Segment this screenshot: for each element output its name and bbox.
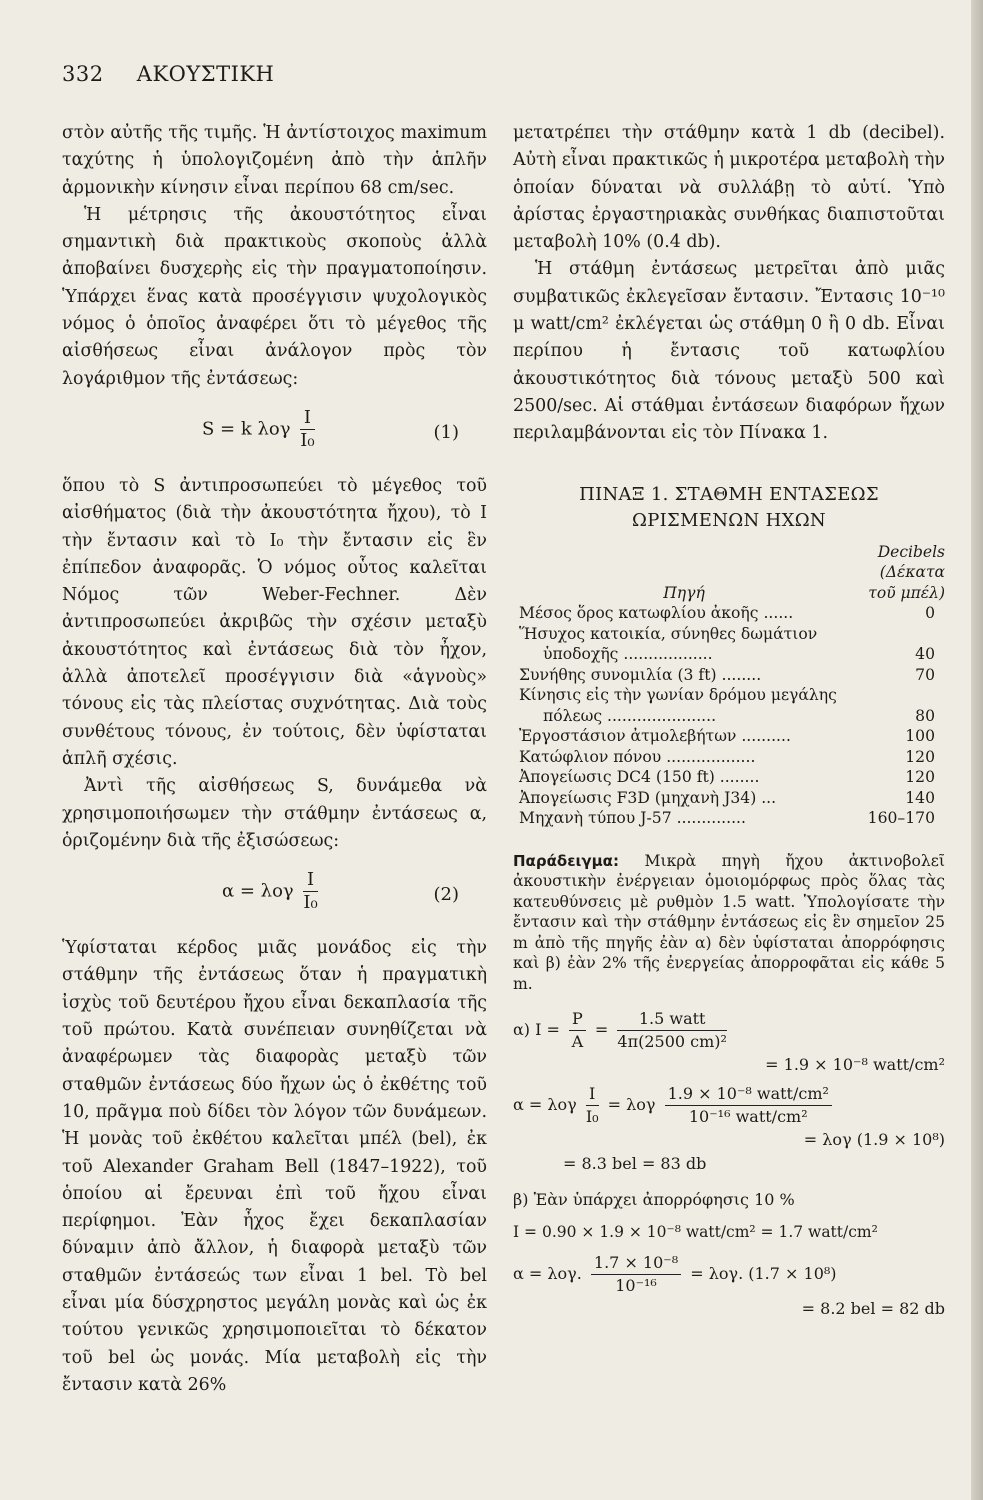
example-block <box>513 851 945 995</box>
solution-b-fraction-2 <box>665 1083 832 1128</box>
table-row <box>513 706 945 727</box>
table-row <box>513 747 945 768</box>
table-body <box>513 603 945 829</box>
table-header-decibels-line-3: τοῦ μπέλ) <box>868 583 945 602</box>
solution-a-line-1 <box>513 1008 945 1053</box>
right-paragraph-2: Ἡ στάθμη ἐντάσεως μετρεῖται ἀπὸ μιᾶς συμβατικῶς ἐκλεγεῖσαν ἔντασιν. Ἔντασις 10⁻¹⁰ μ watt/cm² ἐκλέγεται ὡς στάθμη 0 ἢ 0 db. Εἶναι περίπου ἡ ἔντασις τοῦ κατωφλίου ἀκουστικότητος διὰ τόνους μεταξὺ 500 καὶ 2500/sec. Αἱ στάθμαι ἐντάσεων διαφόρων ἤχων περιλαμβάνονται εἰς τὸν Πίνακα 1. <box>513 259 945 444</box>
table-row <box>513 726 945 747</box>
table-cell-source: Ἥσυχος κατοικία, σύνηθες δωμάτιον <box>519 624 818 643</box>
right-paragraph-1: μετατρέπει τὴν στάθμην κατὰ 1 db (decibel). Αὐτὴ εἶναι πρακτικῶς ἡ μικροτέρα μεταβολὴ τὴν ὁποίαν δύναται νὰ συλλάβῃ τὸ αὐτί. Ὑπὸ ἀρίστας ἐργαστηριακὰς συνθήκας διαπιστοῦται μεταβολὴ 10% (0.4 db). <box>513 123 945 253</box>
equation-1 <box>62 399 487 469</box>
solution-b-line-1 <box>513 1083 945 1128</box>
table-cell-source: Ἀπογείωσις DC4 (150 ft) ........ <box>519 768 760 787</box>
left-column <box>62 120 487 1399</box>
solution-b-result-1: = λογ (1.9 × 10⁸) <box>803 1130 945 1150</box>
solution-c-num: 1.7 × 10⁻⁸ <box>591 1252 681 1275</box>
left-paragraph-4: Ἀντὶ τῆς αἰσθήσεως S, δυνάμεθα νὰ χρησιμοποιήσωμεν τὴν στάθμην ἐντάσεως α, ὁριζομένην διὰ τῆς ἐξισώσεως: <box>62 776 487 851</box>
equation-1-numerator: I <box>300 407 314 430</box>
table-header-decibels-line-2: (Δέκατα <box>879 563 945 582</box>
table-cell-source: πόλεως ...................... <box>543 706 717 725</box>
table-header-decibels <box>855 542 945 604</box>
solution-beta-line: I = 0.90 × 1.9 × 10⁻⁸ watt/cm² = 1.7 watt/cm² <box>513 1223 878 1242</box>
equation-2-numerator: I <box>303 869 317 892</box>
page-edge <box>971 0 983 1500</box>
table-cell-decibels: 80 <box>915 706 935 725</box>
equals-sign: = <box>594 1020 609 1040</box>
example-label: Παράδειγμα: <box>513 851 619 870</box>
running-title: ΑΚΟΥΣΤΙΚΗ <box>136 62 275 86</box>
table-row <box>513 685 945 706</box>
table-cell-source: Συνήθης συνομιλία (3 ft) ........ <box>519 665 762 684</box>
solution-a-lhs: I = <box>535 1020 560 1040</box>
equation-2-fraction <box>303 869 317 914</box>
table-cell-decibels: 120 <box>905 747 935 766</box>
table-row <box>513 767 945 788</box>
solution-b-f1-den: I₀ <box>585 1107 599 1127</box>
solution-c-result: = 8.2 bel = 82 db <box>801 1299 945 1319</box>
solution-b-f2-num: 1.9 × 10⁻⁸ watt/cm² <box>665 1083 832 1106</box>
table-row <box>513 808 945 829</box>
table-cell-decibels: 70 <box>915 665 935 684</box>
equation-1-denominator: I₀ <box>300 429 315 451</box>
table-cell-source: Μηχανὴ τύπου J-57 .............. <box>519 809 746 828</box>
solution-beta-heading: β) Ἐὰν ὑπάρχει ἀπορρόφησις 10 % <box>513 1190 795 1210</box>
equation-1-lhs: S = k λογ <box>202 418 291 440</box>
table-cell-source: Κατώφλιον πόνου .................. <box>519 747 756 766</box>
table-cell-decibels: 0 <box>925 604 935 623</box>
table-cell-decibels: 40 <box>915 645 935 664</box>
solution-a-fraction-2 <box>617 1008 727 1053</box>
table-cell-decibels <box>855 624 945 645</box>
table-row <box>513 603 945 624</box>
left-paragraph-2: Ἡ μέτρησις τῆς ἀκουστότητος εἶναι σημαντικὴ διὰ πρακτικοὺς σκοποὺς ἀλλὰ ἀποβαίνει δυσχερὴς εἰς τὴν πραγματοποίησιν. Ὑπάρχει ἕνας κατὰ προσέγγισιν ψυχολογικὸς νόμος ὁ ὁποῖος ἀναφέρει ὅτι τὸ μέγεθος τῆς αἰσθήσεως εἶναι ἀνάλογον πρὸς τὸν λογάριθμον τῆς ἐντάσεως: <box>62 204 487 389</box>
table-cell-source: ὑποδοχῆς .................. <box>543 645 713 664</box>
solution-c-lhs: α = λογ. <box>513 1264 582 1284</box>
solution-math <box>513 1008 945 1321</box>
solution-b-f1-num: I <box>586 1083 599 1106</box>
solution-a-f1-den: A <box>571 1032 584 1052</box>
table-cell-decibels: 160–170 <box>867 809 935 828</box>
equation-2-label: (2) <box>433 884 459 906</box>
solution-a-f1-num: P <box>569 1008 586 1031</box>
table-row <box>513 644 945 665</box>
equation-1-fraction <box>300 407 314 452</box>
table-cell-decibels: 140 <box>905 788 935 807</box>
table-row <box>513 788 945 809</box>
left-paragraph-5: Ὑφίσταται κέρδος μιᾶς μονάδος εἰς τὴν στάθμην τῆς ἐντάσεως ὅταν ἡ πραγματικὴ ἰσχὺς τοῦ δευτέρου ἤχου εἶναι δεκαπλασία τῆς τοῦ πρώτου. Κατὰ συνέπειαν συνηθίζεται νὰ ἀναφέρωμεν τὰς διαφορὰς μεταξὺ τῶν σταθμῶν ἐντάσεως δύο ἤχων ὡς ὁ ἐκθέτης τοῦ 10, πρᾶγμα ποὺ δίδει τὸν λόγον τῶν δυνάμεων. Ἡ μονὰς τοῦ ἐκθέτου καλεῖται μπέλ (bel), ἐκ τοῦ Alexander Graham Bell (1847–1922), τοῦ ὁποίου αἱ ἔρευναι ἐπὶ τοῦ ἤχου εἶναι περίφημοι. Ἐὰν ἦχος ἔχει δεκαπλασίαν δύναμιν ἀπὸ ἄλλον, ἡ διαφορὰ μεταξὺ τῶν σταθμῶν ἐντάσεώς των εἶναι 1 bel. Τὸ bel εἶναι μία δύσχρηστος μεγάλη μονὰς καὶ ὡς ἐκ τούτου γενικῶς χρησιμοποιεῖται τὸ δέκατον τοῦ bel ὡς μονάς. Μία μεταβολὴ εἰς τὴν ἔντασιν κατὰ 26% <box>62 938 487 1395</box>
solution-a-f2-num: 1.5 watt <box>617 1008 727 1031</box>
right-column <box>513 120 945 1321</box>
solution-b-result-2: = 8.3 bel = 83 db <box>563 1154 707 1174</box>
solution-b-f2-den: 10⁻¹⁶ watt/cm² <box>688 1107 808 1127</box>
solution-b-fraction-1 <box>586 1083 599 1128</box>
table-cell-decibels: 120 <box>905 768 935 787</box>
table-cell-source: Ἀπογείωσις F3D (μηχανὴ J34) ... <box>519 788 777 807</box>
page-number: 332 <box>62 62 104 86</box>
equation-1-label: (1) <box>433 421 459 443</box>
left-paragraph-1: στὸν αὐτῆς τῆς τιμῆς. Ἡ ἀντίστοιχος maximum ταχύτης ἡ ὑπολογιζομένη ἀπὸ τὴν ἁπλῆν ἁρμονικὴν κίνησιν εἶναι περίπου 68 cm/sec. <box>62 123 487 198</box>
table-cell-source: Ἐργοστάσιον ἀτμολεβήτων .......... <box>519 727 791 746</box>
solution-a-fraction-1 <box>569 1008 586 1053</box>
table-header-source: Πηγή <box>663 583 705 602</box>
equation-2 <box>62 861 487 931</box>
equation-2-lhs: α = λογ <box>222 880 294 902</box>
table-title-line-2: ΩΡΙΣΜΕΝΩΝ ΗΧΩΝ <box>632 509 826 531</box>
equation-2-denominator: I₀ <box>303 892 318 914</box>
solution-a-label: α) <box>513 1020 531 1040</box>
solution-b-lhs: α = λογ <box>513 1095 577 1115</box>
table-cell-source: Κίνησις εἰς τὴν γωνίαν δρόμου μεγάλης <box>519 686 837 705</box>
example-text: Μικρὰ πηγὴ ἤχου ἀκτινοβολεῖ ἀκουστικὴν ἐνέργειαν ὁμοιομόρφως πρὸς ὅλας τὰς κατευθύνσεις μὲ ρυθμὸν 1.5 watt. Ὑπολογίσατε τὴν ἔντασιν καὶ τὴν στάθμην ἐντάσεως εἰς ἓν σημεῖον 25 m ἀπὸ τῆς πηγῆς ἐὰν α) δὲν ὑφίσταται ἀπορρόφησις καὶ β) ἐὰν 2% τῆς ἐνεργείας ἀπορροφᾶται εἰς κάθε 5 m. <box>513 851 945 993</box>
solution-c-mid: = λογ. (1.7 × 10⁸) <box>690 1264 837 1284</box>
running-header <box>62 62 922 86</box>
solution-c-fraction <box>591 1252 681 1297</box>
solution-a-f2-den: 4π(2500 cm)² <box>617 1032 727 1052</box>
solution-c-den: 10⁻¹⁶ <box>615 1276 657 1296</box>
solution-b-mid: = λογ <box>607 1095 656 1115</box>
table-cell-decibels: 100 <box>905 727 935 746</box>
solution-a-result: = 1.9 × 10⁻⁸ watt/cm² <box>765 1055 945 1075</box>
table-row <box>513 624 945 645</box>
solution-c-line <box>513 1252 945 1297</box>
table-row <box>513 665 945 686</box>
table-title <box>513 482 945 534</box>
table-cell-decibels <box>855 685 945 706</box>
table-title-line-1: ΠΙΝΑΞ 1. ΣΤΑΘΜΗ ΕΝΤΑΣΕΩΣ <box>579 483 879 505</box>
table-cell-source: Μέσος ὅρος κατωφλίου ἀκοῆς ...... <box>519 604 794 623</box>
table-header-decibels-line-1: Decibels <box>877 542 945 561</box>
sound-level-table <box>513 542 945 829</box>
left-paragraph-3: ὅπου τὸ S ἀντιπροσωπεύει τὸ μέγεθος τοῦ αἰσθήματος (διὰ τὴν ἀκουστότητα ἤχου), τὸ I τὴν ἔντασιν καὶ τὸ I₀ τὴν ἔντασιν εἰς ἓν ἐπίπεδον ἀναφορᾶς. Ὁ νόμος οὗτος καλεῖται Νόμος τῶν Weber-Fechner. Δὲν ἀντιπροσωπεύει ἀκριβῶς τὴν σχέσιν μεταξὺ ἀκουστότητος καὶ ἐντάσεως διὰ τὸν ἦχον, ἀλλὰ ἀποτελεῖ προσέγγισιν διὰ «ἁγνοὺς» τόνους εἰς τὰς πλείστας συχνότητας. Διὰ τοὺς συνθέτους τόνους, ἐν τούτοις, δὲν ὑφίσταται ἁπλῆ σχέσις. <box>62 475 487 769</box>
